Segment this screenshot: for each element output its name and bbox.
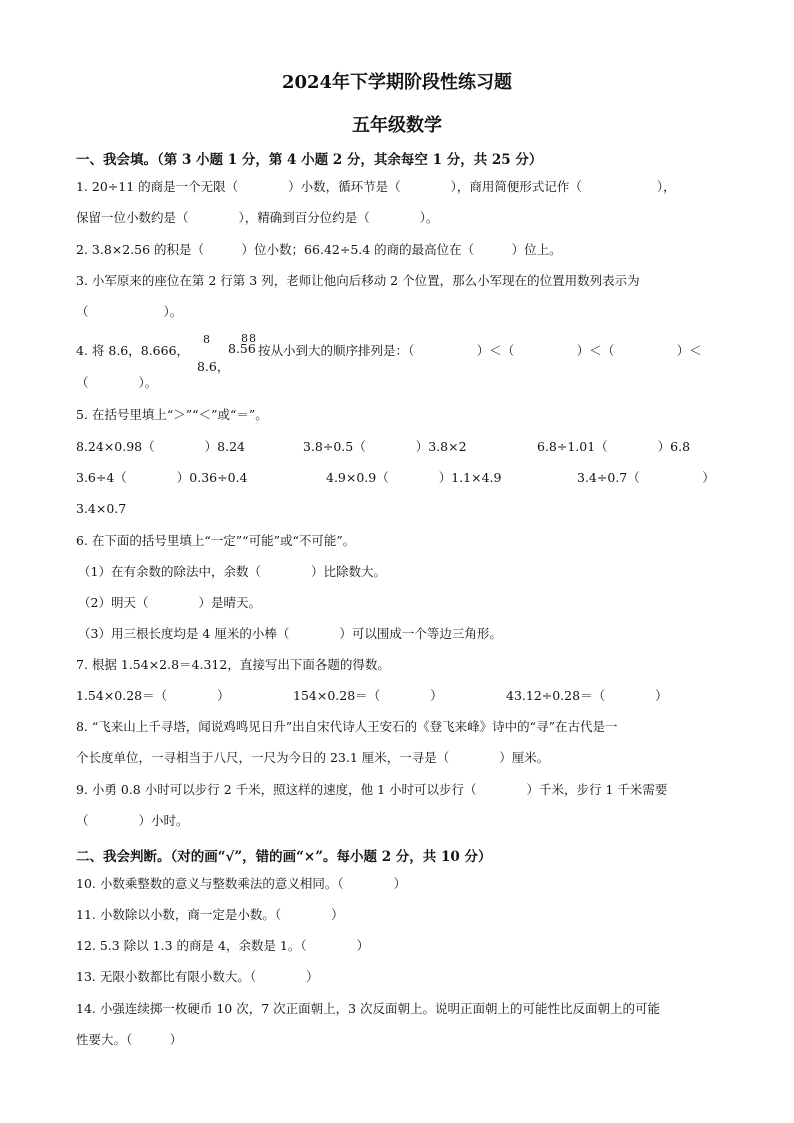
question-5-item: 4.9×0.9（ ）1.1×4.9: [326, 470, 502, 485]
question-7: 7. 根据 1.54×2.8＝4.312，直接写出下面各题的得数。: [76, 657, 390, 672]
question-7-item: 43.12÷0.28＝（ ）: [506, 688, 668, 703]
question-13: 13. 无限小数都比有限小数大。（ ）: [76, 969, 319, 984]
section-1-heading: 一、我会填。（第 3 小题 1 分，第 4 小题 2 分，其余每空 1 分，共 25 分）: [76, 152, 543, 168]
question-6-part-2: （2）明天（ ）是晴天。: [78, 595, 261, 610]
question-5-item: 8.24×0.98（ ）8.24: [76, 439, 245, 454]
section-2-heading: 二、我会判断。（对的画“√”，错的画“×”。每小题 2 分，共 10 分）: [76, 849, 492, 865]
question-8-line-2: 个长度单位，一寻相当于八尺，一尺为今日的 23.1 厘米，一寻是（ ）厘米。: [76, 750, 550, 765]
repeating-decimal-1-value: 8.6: [196, 359, 217, 374]
question-5-item: 3.4×0.7: [76, 501, 127, 516]
question-14-line-2: 性要大。（ ）: [76, 1032, 183, 1047]
question-5: 5. 在括号里填上“＞”“＜”或“＝”。: [76, 407, 268, 422]
question-1-line-1: 1. 20÷11 的商是一个无限（ ）小数，循环节是（ ），商用简便形式记作（ ），: [76, 179, 676, 194]
question-6-part-1: （1）在有余数的除法中，余数（ ）比除数大。: [78, 564, 386, 579]
question-5-item: 3.8÷0.5（ ）3.8×2: [303, 439, 467, 454]
question-3-line-2: （ ）。: [76, 304, 183, 319]
question-9-line-2: （ ）小时。: [76, 813, 189, 828]
question-4-prefix: 4. 将 8.6，8.666，: [76, 343, 190, 358]
question-12: 12. 5.3 除以 1.3 的商是 4，余数是 1。（ ）: [76, 938, 370, 953]
question-4-suffix: 按从小到大的顺序排列是：（ ）＜（ ）＜（ ）＜: [258, 343, 702, 358]
repeating-dots-2: 88: [241, 332, 257, 345]
question-5-item: 6.8÷1.01（ ）6.8: [537, 439, 691, 454]
question-6: 6. 在下面的括号里填上“一定”“可能”或“不可能”。: [76, 533, 356, 548]
question-5-item: 3.4÷0.7（ ）: [577, 470, 715, 485]
question-5-item: 3.6÷4（ ）0.36÷0.4: [76, 470, 248, 485]
question-7-item: 154×0.28＝（ ）: [293, 688, 443, 703]
question-14-line-1: 14. 小强连续掷一枚硬币 10 次，7 次正面朝上，3 次反面朝上。说明正面朝上的可能性比反面朝上的可能: [76, 1001, 661, 1016]
question-6-part-3: （3）用三根长度均是 4 厘米的小棒（ ）可以围成一个等边三角形。: [78, 626, 502, 641]
repeating-decimal-2: 8.56: [228, 341, 256, 356]
question-10: 10. 小数乘整数的意义与整数乘法的意义相同。（ ）: [76, 876, 407, 891]
page-subtitle: 五年级数学: [352, 115, 442, 136]
question-9-line-1: 9. 小勇 0.8 小时可以步行 2 千米，照这样的速度，他 1 小时可以步行（ ）千米，步行 1 千米需要: [76, 782, 668, 797]
question-3-line-1: 3. 小军原来的座位在第 2 行第 3 列，老师让他向后移动 2 个位置，那么小军现在的位置用数列表示为: [76, 273, 640, 288]
question-1-line-2: 保留一位小数约是（ ），精确到百分位约是（ ）。: [76, 210, 439, 225]
repeating-dot-1: 8: [203, 333, 210, 346]
question-2: 2. 3.8×2.56 的积是（ ）位小数；66.42÷5.4 的商的最高位在（ ）位上。: [76, 242, 562, 257]
repeating-decimal-1: 8.6，: [196, 359, 230, 374]
question-8-line-1: 8. “飞来山上千寻塔，闻说鸡鸣见日升”出自宋代诗人王安石的《登飞来峰》诗中的“寻”在古代是一: [76, 719, 618, 734]
page-title: 2024年下学期阶段性练习题: [281, 72, 513, 93]
question-4-line-2: （ ）。: [76, 375, 158, 390]
question-7-item: 1.54×0.28＝（ ）: [76, 688, 230, 703]
question-11: 11. 小数除以小数，商一定是小数。（ ）: [76, 907, 344, 922]
